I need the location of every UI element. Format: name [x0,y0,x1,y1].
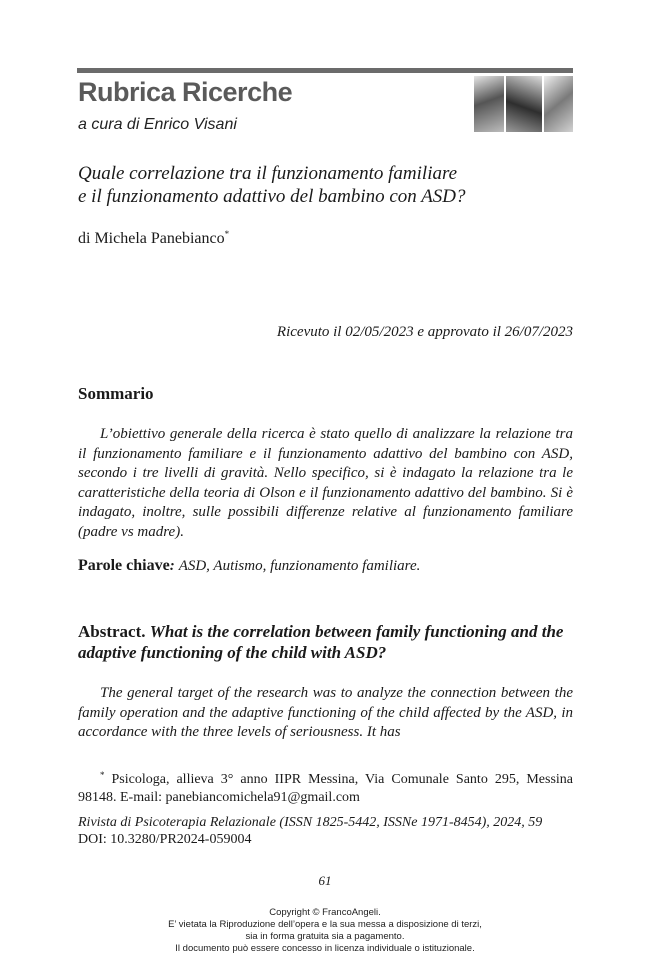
author-name: di Michela Panebianco [78,230,225,247]
copyright-line: Copyright © FrancoAngeli. [269,907,381,918]
copyright-line: sia in forma gratuita sia a pagamento. [245,931,405,942]
received-date: Ricevuto il 02/05/2023 e approvato il 26/07/2023 [276,324,573,340]
photo-segment [506,76,542,132]
abstract-title: What is the correlation between family functioning and the adaptive functioning of the child with ASD? [78,622,564,662]
abstract-text: The general target of the research was to analyze the connection between the family operation and the adaptive functioning of the child affected by the ASD, in accordance with the three levels of seriousness. It has [78,685,573,741]
copyright-notice [0,907,650,955]
keywords-text: ASD, Autismo, funzionamento familiare. [178,558,421,574]
copyright-line: Il documento può essere concesso in licenza individuale o istituzionale. [175,943,475,954]
journal-doi: DOI: 10.3280/PR2024-059004 [78,832,252,847]
keywords [78,557,420,575]
header-rule [77,68,573,73]
journal-citation: Rivista di Psicoterapia Relazionale (ISSN 1825-5442, ISSNe 1971-8454), 2024, 59 [78,815,543,830]
summary-heading: Sommario [78,384,154,403]
article-title-line: Quale correlazione tra il funzionamento familiare [78,163,458,184]
photo-segment [544,76,573,132]
summary-body [78,425,573,543]
footnote-mark: * [100,770,105,780]
article-title-line: e il funzionamento adattivo del bambino con ASD? [78,186,466,207]
rubric-curator: a cura di Enrico Visani [78,116,237,133]
copyright-line: E’ vietata la Riproduzione dell’opera e la sua messa a disposizione di terzi, [168,919,482,930]
abstract-heading [78,621,573,663]
summary-text: L’obiettivo generale della ricerca è stato quello di analizzare la relazione tra il funzionamento familiare e il funzionamento adattivo del bambino con ASD, secondo i tre livelli di gravità. Nello specifico, si è indagato la relazione tra le caratteristiche della teoria di Olson e il funzionamento adattivo del bambino. Si è indagato, inoltre, sulle possibili differenze relative al funzionamento familiare (padre vs madre). [78,426,573,540]
header-photo-image [474,76,573,132]
keywords-colon: : [169,558,175,574]
author-footnote-mark: * [224,229,230,239]
page-number: 61 [318,873,332,888]
article-title [78,162,573,208]
author-byline [78,229,229,248]
abstract-body [78,684,573,743]
journal-info [78,814,573,848]
keywords-label: Parole chiave [78,557,170,574]
abstract-label: Abstract. [78,622,146,641]
photo-segment [474,76,504,132]
footnote [78,766,573,807]
rubric-title: Rubrica Ricerche [78,77,293,107]
footnote-text: Psicologa, allieva 3° anno IIPR Messina, Via Comunale Santo 295, Messina 98148. E-mail: panebiancomichela91@gmail.com [78,772,573,805]
